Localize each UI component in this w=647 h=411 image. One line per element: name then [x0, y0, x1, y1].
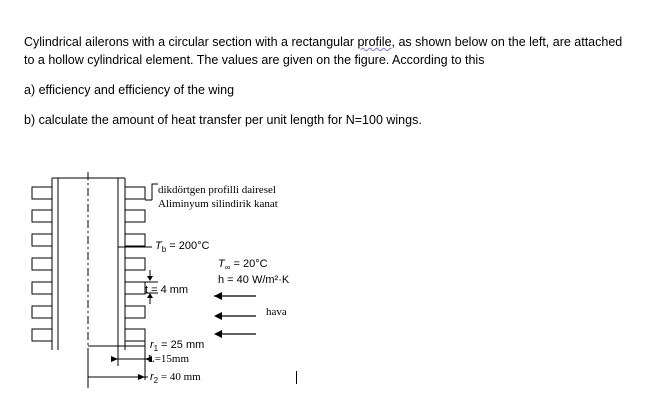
air-arrow-3 [214, 330, 222, 338]
left-fin-2 [32, 210, 52, 222]
part-a-question: a) efficiency and efficiency of the wing [24, 83, 235, 97]
right-fin-3 [125, 234, 145, 246]
left-fin-4 [32, 258, 52, 270]
outer-radius-label: $r_2 = 40$ mm [150, 371, 201, 386]
air-arrow-2 [214, 312, 222, 320]
right-fin-5 [125, 282, 145, 294]
fin-length-label: L=15mm [148, 353, 190, 365]
fin-thickness-label: t = 4 mm [145, 284, 189, 296]
ambient-temperature-label: $T_\infty = 20^\circ C$ [218, 258, 268, 273]
right-fin-4 [125, 258, 145, 270]
right-fin-6 [125, 306, 145, 318]
right-fin-1 [125, 187, 145, 199]
base-temperature-label: $T_b = 200^\circ C$ [155, 240, 210, 255]
intro-text-after: , as shown below on the left, are attached to a hollow cylindrical element. The values are given on the figure. According to this [24, 35, 623, 67]
text-cursor [296, 371, 297, 384]
left-fin-6 [32, 306, 52, 318]
part-b-question: b) calculate the amount of heat transfer per unit length for N=100 wings. [24, 113, 422, 127]
inner-radius-label: $r_1 = 25$ mm [150, 339, 205, 354]
left-fin-1 [32, 187, 52, 199]
convection-coefficient-label: h = 40 W/m²·K [218, 274, 290, 286]
air-arrow-1 [214, 292, 222, 300]
figure-caption-line1: dikdörtgen profilli dairesel [158, 184, 276, 196]
right-fin-7 [125, 329, 145, 341]
intro-text-before: Cylindrical ailerons with a circular section with a rectangular [24, 35, 358, 49]
spellcheck-underlined-word: profile [357, 35, 392, 49]
air-label: hava [266, 306, 287, 318]
right-fin-2 [125, 210, 145, 222]
left-fin-5 [32, 282, 52, 294]
figure-caption-line2: Aliminyum silindirik kanat [158, 198, 278, 210]
left-fin-7 [32, 329, 52, 341]
left-fin-3 [32, 234, 52, 246]
